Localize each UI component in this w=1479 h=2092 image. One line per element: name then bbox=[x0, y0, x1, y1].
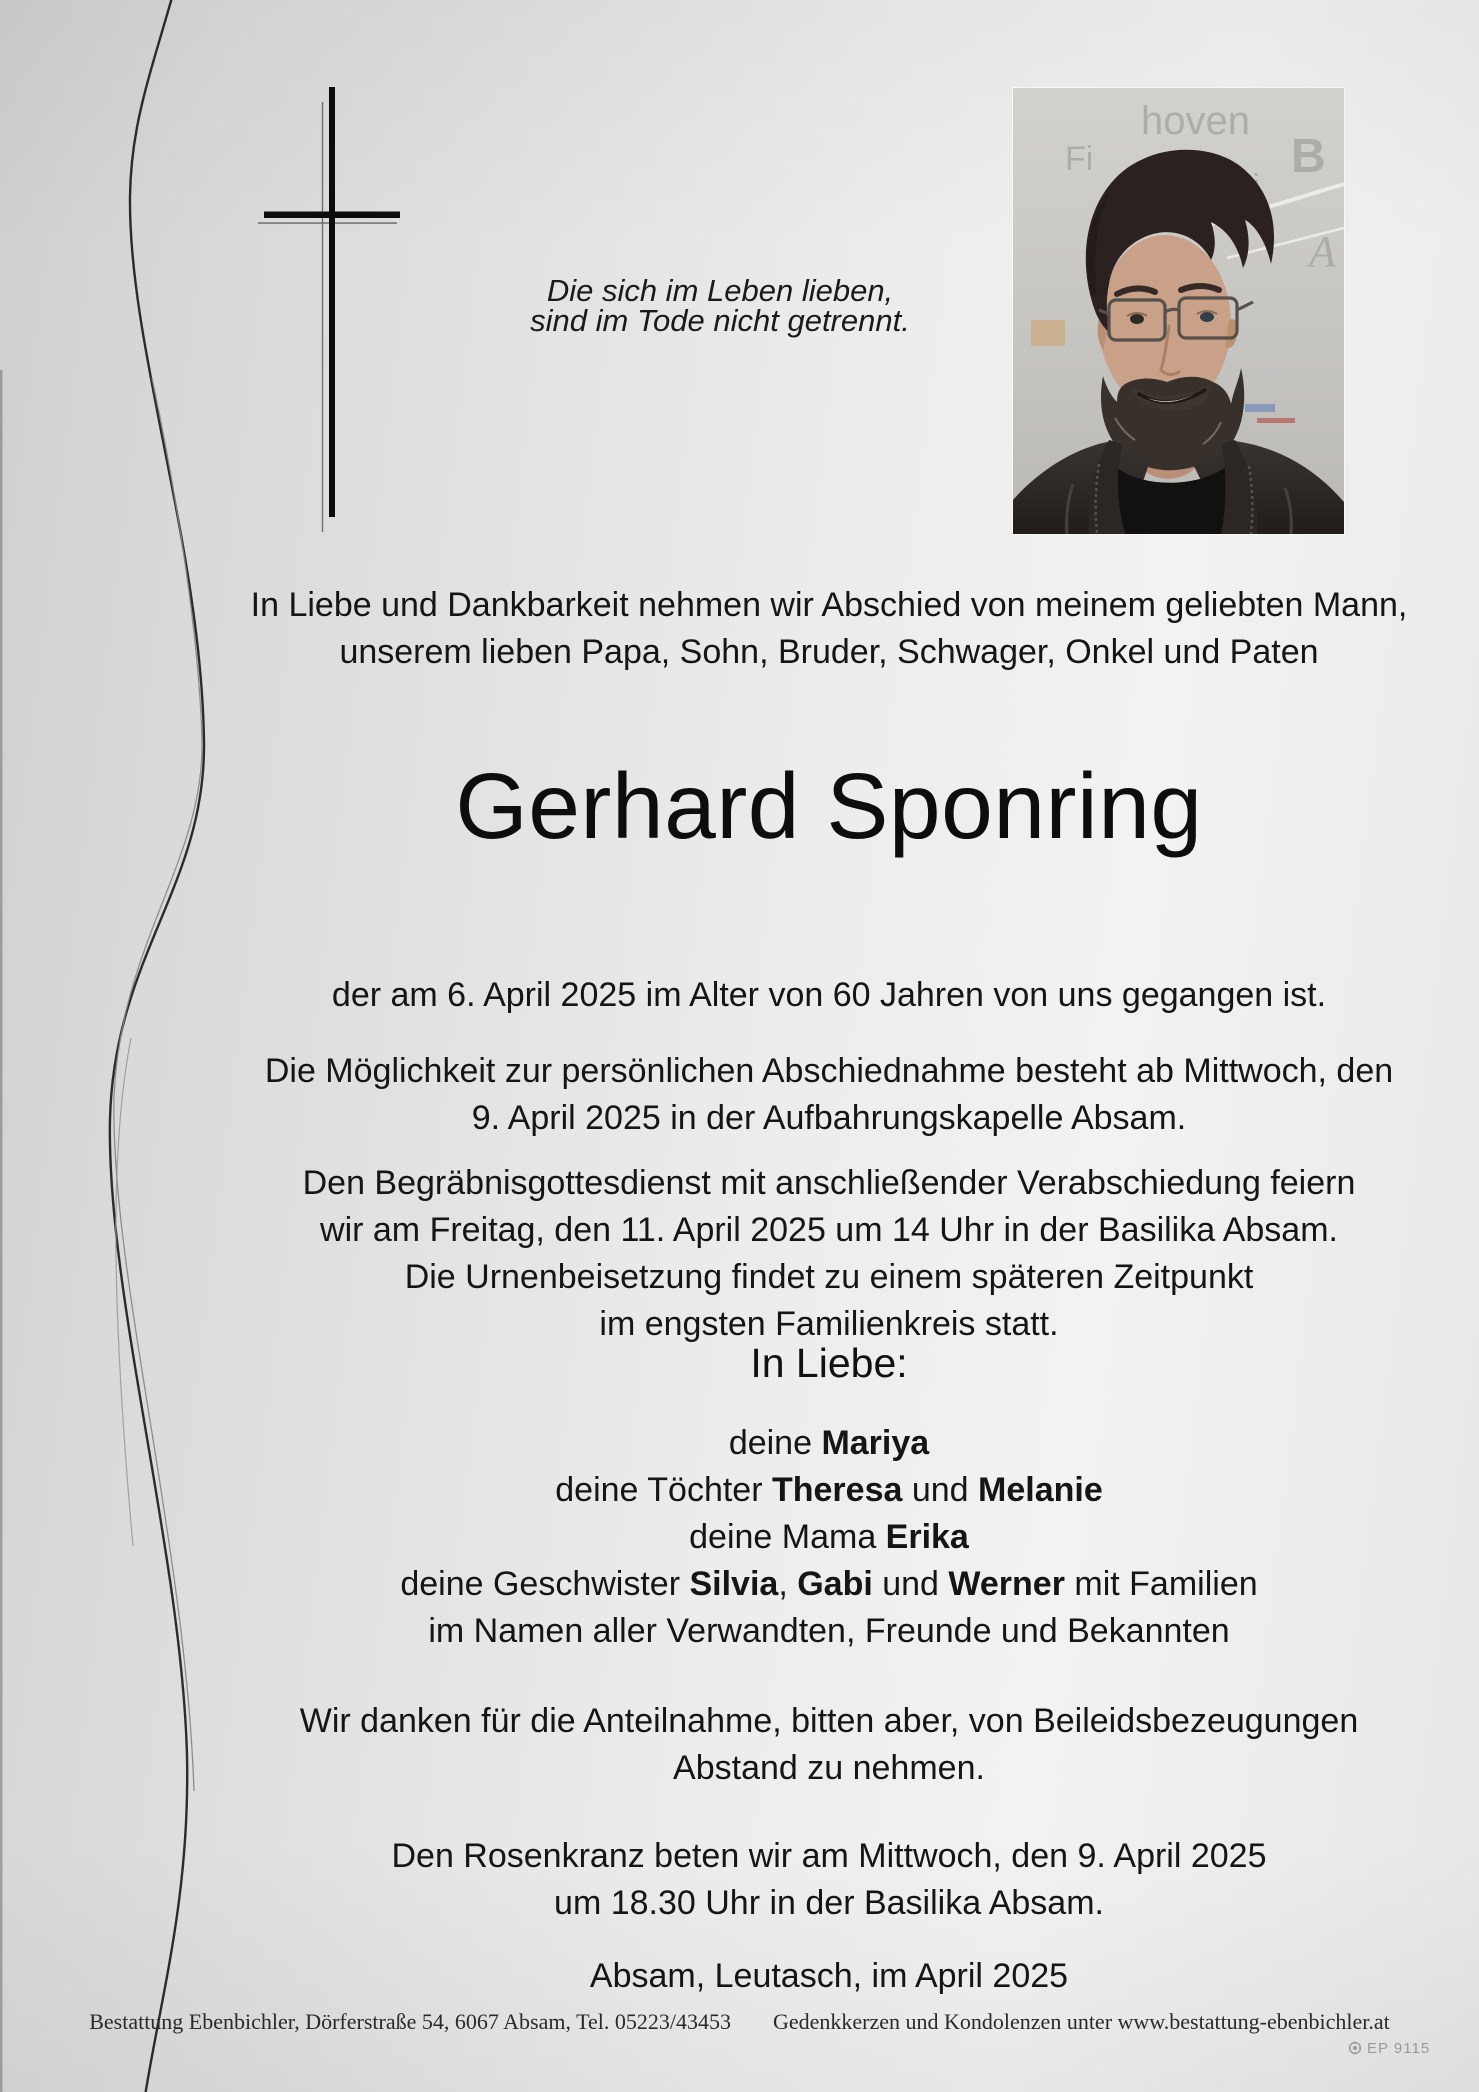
viewing-line: Die Möglichkeit zur persönlichen Abschiednahme besteht ab Mittwoch, den bbox=[264, 1052, 1394, 1090]
rosary-line: um 18.30 Uhr in der Basilika Absam. bbox=[554, 1884, 1104, 1922]
thanks-paragraph bbox=[250, 1698, 1408, 1792]
funeral-home-info: Bestattung Ebenbichler, Dörferstraße 54, 6067 Absam, Tel. 05223/43453 bbox=[89, 2009, 731, 2034]
cross-icon bbox=[258, 87, 400, 532]
background-sign-blue bbox=[1245, 404, 1275, 412]
intro-line: unserem lieben Papa, Sohn, Bruder, Schwager, Onkel und Paten bbox=[339, 633, 1319, 671]
background-sign-red bbox=[1257, 418, 1295, 423]
svg-text:A: A bbox=[1309, 227, 1336, 276]
service-line: wir am Freitag, den 11. April 2025 um 14 Uhr in der Basilika Absam. bbox=[320, 1211, 1338, 1249]
intro-line: In Liebe und Dankbarkeit nehmen wir Abschied von meinem geliebten Mann, bbox=[250, 586, 1408, 624]
funeral-home-footer bbox=[0, 2009, 1479, 2035]
ep-logo-icon bbox=[1348, 2041, 1362, 2055]
family-list bbox=[250, 1420, 1408, 1655]
deceased-photo bbox=[1013, 88, 1344, 534]
family-line: deine Töchter Theresa und Melanie bbox=[555, 1471, 1103, 1509]
in-love-label: In Liebe: bbox=[750, 1340, 908, 1386]
service-line: Den Begräbnisgottesdienst mit anschließender Verabschiedung feiern bbox=[302, 1164, 1356, 1202]
svg-text:Fi: Fi bbox=[1065, 140, 1094, 178]
family-line: deine Geschwister Silvia, Gabi und Werner mit Familien bbox=[400, 1565, 1258, 1603]
scan-edge-line bbox=[0, 370, 3, 2092]
condolence-info: Gedenkkerzen und Kondolenzen unter www.bestattung-ebenbichler.at bbox=[772, 2009, 1390, 2034]
background-light bbox=[1031, 320, 1065, 346]
intro-paragraph bbox=[250, 582, 1408, 676]
place-date-line: Absam, Leutasch, im April 2025 bbox=[589, 1957, 1069, 1995]
rosary-paragraph bbox=[250, 1833, 1408, 1927]
quote-line: Die sich im Leben lieben, bbox=[546, 273, 894, 308]
thanks-line: Wir danken für die Anteilnahme, bitten aber, von Beileidsbezeugungen bbox=[299, 1702, 1359, 1740]
svg-text:hoven: hoven bbox=[1141, 99, 1250, 143]
printer-stamp bbox=[1348, 2038, 1430, 2058]
memorial-quote bbox=[420, 273, 1020, 338]
viewing-paragraph bbox=[250, 1048, 1408, 1142]
deceased-name: Gerhard Sponring bbox=[455, 754, 1203, 858]
service-paragraph bbox=[250, 1160, 1408, 1348]
flourish-curve-main bbox=[110, 0, 204, 2092]
svg-text:B: B bbox=[1291, 130, 1326, 183]
family-line: im Namen aller Verwandten, Freunde und Bekannten bbox=[428, 1612, 1230, 1650]
thanks-line: Abstand zu nehmen. bbox=[673, 1749, 985, 1787]
stamp-text: EP 9115 bbox=[1367, 2039, 1431, 2057]
service-line: im engsten Familienkreis statt. bbox=[599, 1305, 1059, 1343]
family-line: deine Mama Erika bbox=[689, 1518, 969, 1556]
family-line: deine Mariya bbox=[728, 1424, 930, 1462]
quote-line: sind im Tode nicht getrennt. bbox=[530, 303, 910, 338]
service-line: Die Urnenbeisetzung findet zu einem späteren Zeitpunkt bbox=[404, 1258, 1254, 1296]
rosary-line: Den Rosenkranz beten wir am Mittwoch, den 9. April 2025 bbox=[391, 1837, 1267, 1875]
death-line: der am 6. April 2025 im Alter von 60 Jahren von uns gegangen ist. bbox=[331, 976, 1327, 1014]
viewing-line: 9. April 2025 in der Aufbahrungskapelle Absam. bbox=[471, 1099, 1187, 1137]
flourish-curve-echo bbox=[114, 378, 202, 1791]
